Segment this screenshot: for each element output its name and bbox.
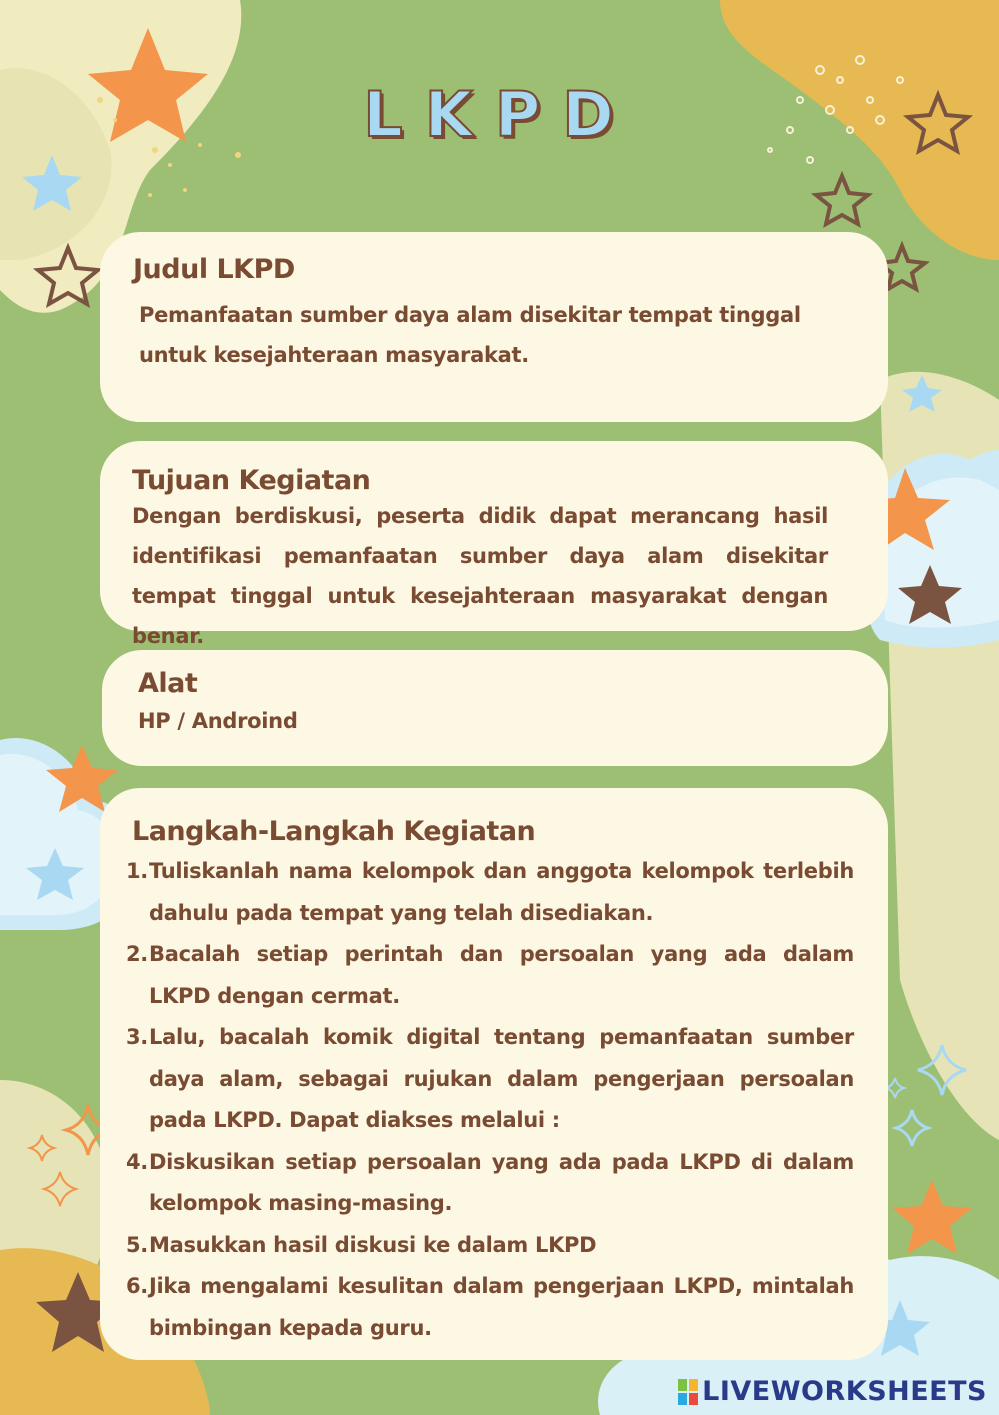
step-number: 1. bbox=[126, 859, 148, 883]
star-icon bbox=[816, 176, 868, 224]
list-item bbox=[126, 1266, 854, 1349]
page-title: LKPD bbox=[363, 78, 636, 151]
list-item bbox=[126, 1225, 854, 1267]
alat-card bbox=[102, 650, 888, 766]
judul-heading: Judul LKPD bbox=[133, 254, 295, 285]
list-item bbox=[126, 1142, 854, 1225]
step-text: Diskusikan setiap persoalan yang ada pada LKPD di dalam kelompok masing-masing. bbox=[149, 1149, 854, 1215]
step-number: 4. bbox=[126, 1149, 148, 1174]
judul-body: Pemanfaatan sumber daya alam disekitar tempat tinggal untuk kesejahteraan masyarakat. bbox=[139, 303, 801, 367]
sparkle-icon bbox=[886, 1078, 904, 1098]
sparkle-icon bbox=[896, 1110, 928, 1146]
langkah-card bbox=[100, 788, 888, 1360]
tujuan-heading: Tujuan Kegiatan bbox=[132, 465, 371, 496]
step-number: 6. bbox=[126, 1274, 148, 1298]
liveworksheets-logo-icon bbox=[678, 1379, 700, 1405]
list-item bbox=[126, 1017, 854, 1142]
langkah-list bbox=[126, 851, 854, 1349]
step-text: Tuliskanlah nama kelompok dan anggota kelompok terlebih dahulu pada tempat yang telah disediakan. bbox=[149, 859, 854, 925]
list-item bbox=[126, 934, 854, 1017]
list-item bbox=[126, 851, 854, 934]
step-number: 3. bbox=[126, 1025, 148, 1049]
logo-text: LIVEWORKSHEETS bbox=[702, 1376, 987, 1407]
tujuan-card bbox=[100, 441, 888, 648]
judul-card bbox=[100, 232, 888, 422]
star-icon bbox=[892, 1180, 972, 1254]
step-text: Bacalah setiap perintah dan persoalan yang ada dalam LKPD dengan cermat. bbox=[149, 942, 854, 1008]
tujuan-body: Dengan berdiskusi, peserta didik dapat merancang hasil identifikasi pemanfaatan sumber daya alam disekitar tempat tinggal untuk kesejahteraan masyarakat dengan benar. bbox=[132, 504, 828, 648]
langkah-heading: Langkah-Langkah Kegiatan bbox=[132, 816, 536, 847]
alat-heading: Alat bbox=[138, 668, 198, 699]
step-number: 5. bbox=[126, 1232, 148, 1257]
step-text: Lalu, bacalah komik digital tentang pemanfaatan sumber daya alam, sebagai rujukan dalam pengerjaan persoalan pada LKPD. Dapat diakses melalui : bbox=[149, 1025, 854, 1132]
step-text: Masukkan hasil diskusi ke dalam LKPD bbox=[149, 1232, 597, 1257]
step-text: Jika mengalami kesulitan dalam pengerjaan LKPD, mintalah bimbingan kepada guru. bbox=[149, 1274, 854, 1340]
step-number: 2. bbox=[126, 942, 148, 966]
alat-body: HP / Androind bbox=[138, 709, 298, 733]
liveworksheets-logo[interactable] bbox=[678, 1376, 987, 1407]
